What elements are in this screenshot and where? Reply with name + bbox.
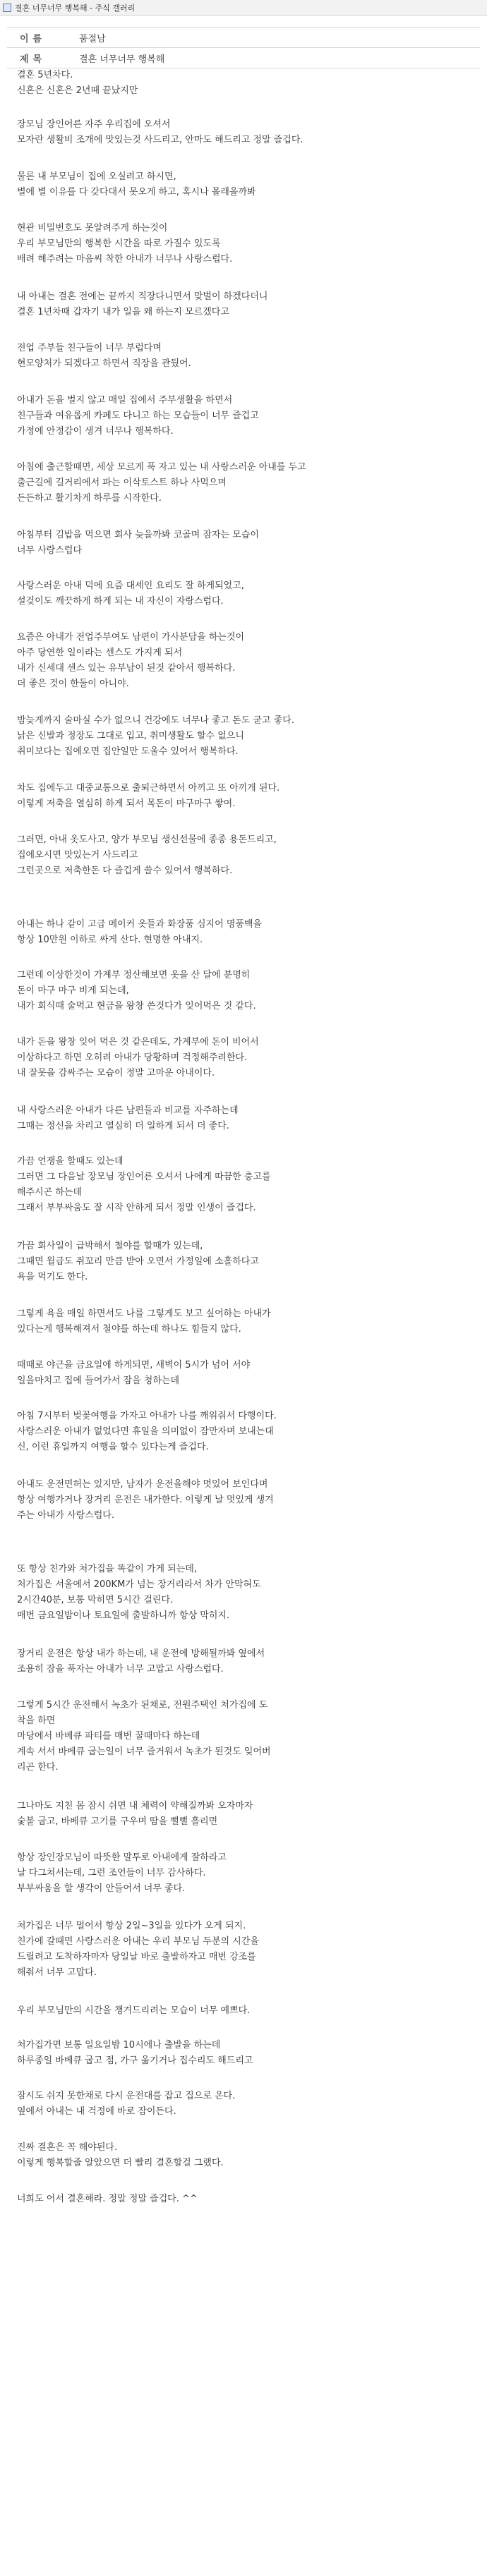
paragraph	[17, 2192, 198, 2207]
paragraph	[17, 1306, 271, 1337]
text-line: 내가 돈을 왕창 잊어 먹은 것 같은데도, 가계부에 돈이 비어서	[17, 1037, 259, 1047]
text-line: 낡은 신발과 정장도 그대로 입고, 취미생활도 할수 없으니	[17, 731, 244, 741]
text-line: 아내는 하나 같이 고급 메이커 옷들과 화장품 심지어 명품백을	[17, 919, 263, 930]
text-line: 매번 금요일밤이나 토요일에 출발하니까 항상 막히지.	[17, 1610, 230, 1621]
text-line: 너무 사랑스럽다	[17, 545, 83, 556]
text-line: 집에오시면 맛있는거 사드리고	[17, 850, 138, 861]
text-line: 아주 당연한 일이라는 센스도 가지게 되서	[17, 648, 183, 658]
text-line: 하루종일 바베큐 굽고 점, 가구 옮기거나 집수리도 해드리고	[17, 2055, 253, 2066]
paragraph	[17, 393, 259, 439]
paragraph	[17, 117, 303, 148]
text-line: 설겆이도 깨끗하게 하게 되는 내 자신이 자랑스럽다.	[17, 596, 224, 607]
text-line: 장거리 운전은 항상 내가 하는데, 내 운전에 방해될까봐 옆에서	[17, 1648, 265, 1659]
text-line: 숯불 굽고, 바베큐 고기를 구우며 땀을 뻘뻘 흘리면	[17, 1816, 218, 1827]
text-line: 욕을 먹기도 한다.	[17, 1272, 88, 1282]
text-line: 가끔 언쟁을 할때도 있는데	[17, 1156, 124, 1167]
text-line: 주는 아내가 사랑스럽다.	[17, 1510, 114, 1521]
paragraph	[17, 2038, 253, 2069]
paragraph	[17, 1409, 277, 1455]
text-line: 리곤 한다.	[17, 1762, 59, 1773]
post-meta-table	[7, 27, 480, 68]
text-line: 조용히 잠을 푹자는 아내가 너무 고맙고 사랑스럽다.	[17, 1664, 224, 1675]
paragraph	[17, 1103, 239, 1134]
text-line: 내 아내는 결혼 전에는 끝까지 직장다니면서 맞벌이 하겠다더니	[17, 291, 268, 302]
text-line: 밤늦게까지 술마실 수가 없으니 건강에도 너무나 좋고 돈도 굳고 좋다.	[17, 715, 294, 726]
paragraph	[17, 1698, 271, 1775]
text-line: 너희도 어서 결혼해라. 정말 정말 즐겁다. ^^	[17, 2194, 198, 2204]
text-line: 그나마도 지친 몸 잠시 쉬면 내 체력이 약해질까봐 오자마자	[17, 1801, 253, 1811]
text-line: 아내도 운전면허는 있지만, 남자가 운전을해야 멋있어 보인다며	[17, 1479, 268, 1490]
text-line: 든든하고 활기차게 하루를 시작한다.	[17, 493, 162, 504]
text-line: 가정에 안정감이 생겨 너무나 행복하다.	[17, 426, 174, 437]
text-line: 신, 이런 휴일까지 여행을 할수 있다는게 즐겁다.	[17, 1442, 209, 1452]
text-line: 해주시곤 하는데	[17, 1187, 83, 1198]
text-line: 아침부터 김밥을 먹으면 회사 늦을까봐 코골며 잠자는 모습이	[17, 530, 259, 540]
meta-row-name	[7, 28, 480, 48]
text-line: 아침에 출근할때면, 세상 모르게 푹 자고 있는 내 사랑스러운 아내를 두고	[17, 462, 306, 473]
paragraph	[17, 528, 259, 559]
paragraph	[17, 169, 256, 200]
text-line: 항상 장인장모님이 따뜻한 말투로 아내에게 잘하라고	[17, 1852, 227, 1863]
paragraph	[17, 460, 306, 506]
text-line: 모자란 생활비 조개에 맛있는것 사드리고, 안마도 해드리고 정말 즐겁다.	[17, 135, 303, 145]
text-line: 이상하다고 하면 오히려 아내가 당황하며 걱정해주려한다.	[17, 1052, 248, 1063]
text-line: 결혼 1년차때 갑자기 내가 일을 왜 하는지 모르겠다고	[17, 307, 229, 317]
text-line: 처가집은 서울에서 200KM가 넘는 장거리라서 차가 안막혀도	[17, 1579, 261, 1590]
paragraph	[17, 289, 267, 320]
text-line: 현관 비밀번호도 못알려주게 하는것이	[17, 223, 168, 233]
text-line: 가끔 회사일이 급박해서 철야를 할때가 있는데,	[17, 1241, 203, 1251]
text-line: 친가에 갈때면 사랑스러운 아내는 우리 부모님 두분의 시간을	[17, 1936, 259, 1947]
text-line: 부부싸움을 할 생각이 안들어서 너무 좋다.	[17, 1883, 186, 1894]
text-line: 배려 해주려는 마음씨 착한 아내가 너무나 사랑스럽다.	[17, 254, 233, 265]
text-line: 출근길에 길거리에서 파는 이삭토스트 하나 사먹으며	[17, 478, 227, 488]
text-line: 내 잘못을 감싸주는 모습이 정말 고마운 아내이다.	[17, 1068, 215, 1079]
text-line: 일을마치고 집에 들어가서 잠을 청하는데	[17, 1375, 180, 1386]
text-line: 우리 부모님만의 시간을 챙겨드리려는 모습이 너무 예쁘다.	[17, 2005, 251, 2016]
text-line: 진짜 결혼은 꼭 해야된다.	[17, 2142, 118, 2153]
paragraph	[17, 1799, 253, 1830]
paragraph	[17, 832, 277, 879]
meta-row-subject	[7, 48, 480, 68]
text-line: 이렇게 저축을 열심히 하게 되서 목돈이 마구마구 쌓여.	[17, 798, 236, 809]
paragraph	[17, 2089, 235, 2120]
text-line: 마당에서 바베큐 파티를 매번 꿀때마다 하는데	[17, 1731, 200, 1742]
text-line: 항상 여행가거나 장거리 운전은 내가한다. 이렇게 날 멋있게 생겨	[17, 1495, 274, 1505]
text-line: 있다는게 행복해져서 철야를 하는데 하나도 힘들지 않다.	[17, 1324, 241, 1335]
text-line: 그래서 부부싸움도 잘 시작 안하게 되서 정말 인생이 즐겁다.	[17, 1203, 256, 1213]
text-line: 아내가 돈을 벌지 않고 매일 집에서 주부생활을 하면서	[17, 395, 233, 406]
paragraph	[17, 968, 256, 1014]
text-line: 차도 집에두고 대중교통으로 출퇴근하면서 아끼고 또 아끼게 된다.	[17, 783, 280, 794]
text-line: 해줘서 너무 고맙다.	[17, 1967, 97, 1978]
paragraph	[17, 1562, 261, 1624]
text-line: 신혼은 신혼은 2년때 끝났지만	[17, 85, 138, 96]
text-line: 2시간40분, 보통 막히면 5시간 걸린다.	[17, 1595, 174, 1605]
text-line: 옆에서 아내는 내 걱정에 바로 잠이든다.	[17, 2106, 176, 2117]
text-line: 이렇게 행복할줄 알았으면 더 빨리 결혼할걸 그랬다.	[17, 2158, 224, 2168]
text-line: 친구들과 여유롭게 카페도 다니고 하는 모습들이 너무 즐겁고	[17, 411, 259, 421]
text-line: 장모님 장인어른 자주 우리집에 오셔서	[17, 119, 171, 130]
name-label: 이름	[20, 33, 47, 44]
text-line: 취미보다는 집에오면 집안일만 도울수 있어서 행복하다.	[17, 746, 239, 757]
text-line: 그러면 그 다음날 장모님 장인어른 오셔서 나에게 따끔한 충고를	[17, 1172, 271, 1182]
text-line: 착을 하면	[17, 1715, 56, 1726]
paragraph	[17, 1850, 227, 1897]
paragraph	[17, 781, 279, 812]
paragraph	[17, 713, 294, 760]
text-line: 그런곳으로 저축한돈 다 즐겁게 쓸수 있어서 행복하다.	[17, 865, 233, 876]
text-line: 그렇게 욕을 매일 하면서도 나를 그렇게도 보고 싶어하는 아내가	[17, 1308, 271, 1319]
text-line: 때때로 야근을 금요일에 하게되면, 새벽이 5시가 넘어 서야	[17, 1360, 251, 1371]
text-line: 더 좋은 것이 한둘이 아니야.	[17, 679, 129, 689]
paragraph	[17, 630, 244, 692]
text-line: 드릴려고 도착하자마자 당일날 바로 출발하자고 매번 강조를	[17, 1952, 256, 1962]
text-line: 요즘은 아내가 전업주부여도 남편이 가사분담을 하는것이	[17, 632, 245, 643]
paragraph	[17, 2140, 224, 2171]
text-line: 내가 신세대 센스 있는 유부남이 된것 같아서 행복하다.	[17, 663, 236, 674]
paragraph	[17, 1239, 259, 1285]
author-name: 품절남	[79, 33, 106, 44]
paragraph	[17, 341, 191, 372]
paragraph	[17, 1358, 250, 1389]
text-line: 처가집은 너무 멀어서 항상 2일~3일을 있다가 오게 되지.	[17, 1921, 246, 1931]
paragraph	[17, 1646, 265, 1677]
paragraph	[17, 221, 232, 267]
text-line: 전업 주부들 친구들이 너무 부럽다며	[17, 343, 162, 353]
text-line: 돈이 마구 마구 비게 되는데,	[17, 985, 129, 996]
text-line: 날 다그쳐서는데, 그런 조언들이 너무 감사하다.	[17, 1868, 206, 1878]
paragraph	[17, 1035, 259, 1081]
text-line: 계속 서서 바베큐 굽는일이 너무 즐거워서 녹초가 된것도 잊어버	[17, 1746, 271, 1757]
paragraph	[17, 578, 244, 609]
paragraph	[17, 917, 262, 948]
text-line: 현모양처가 되겠다고 하면서 직장을 관뒀어.	[17, 358, 191, 369]
text-line: 그때면 월급도 쥐꼬리 만큼 받아 오면서 가정일에 소홀하다고	[17, 1256, 259, 1267]
text-line: 그런데 이상한것이 가계부 정산해보면 옷을 산 달에 분명히	[17, 970, 251, 980]
text-line: 잠시도 쉬지 못한채로 다시 운전대를 잡고 집으로 온다.	[17, 2091, 236, 2101]
text-line: 내가 회식때 술먹고 현금을 왕창 쓴것다가 잊어먹은 것 같다.	[17, 1001, 256, 1011]
text-line: 물론 내 부모님이 집에 오실려고 하시면,	[17, 171, 176, 182]
text-line: 그렇게 5시간 운전해서 녹초가 된채로, 전원주택인 처가집에 도	[17, 1700, 268, 1711]
text-line: 우리 부모님만의 행복한 시간을 따로 가질수 있도록	[17, 238, 221, 249]
window-title: 결혼 너무너무 행복해 - 주식 갤러리	[15, 3, 136, 13]
page-icon	[3, 4, 11, 12]
text-line: 그러면, 아내 옷도사고, 양가 부모님 생신선물에 종종 용돈드리고,	[17, 834, 277, 845]
text-line: 아침 7시부터 벚꽃여행을 가자고 아내가 나를 깨워줘서 다행이다.	[17, 1411, 277, 1421]
subject-label: 제목	[20, 54, 47, 65]
text-line: 항상 10만원 이하로 싸게 산다. 현명한 아내지.	[17, 935, 203, 945]
text-line: 사랑스러운 아내가 없었다면 휴일을 의미없이 잠만자며 보내는대	[17, 1426, 274, 1437]
post-subject: 결혼 너무너무 행복해	[79, 54, 165, 65]
paragraph	[17, 2003, 250, 2019]
paragraph	[17, 1154, 271, 1216]
text-line: 또 항상 친가와 처가집을 똑같이 가게 되는데,	[17, 1564, 197, 1574]
text-line: 그때는 정신을 차리고 열심히 더 일하게 되서 더 좋다.	[17, 1121, 229, 1131]
window-titlebar	[0, 0, 487, 16]
text-line: 결혼 5년차다.	[17, 70, 73, 80]
paragraph	[17, 1919, 259, 1981]
text-line: 내 사랑스러운 아내가 다른 남편들과 비교를 자주하는데	[17, 1105, 239, 1116]
text-line: 별에 별 이유를 다 갖다대서 못오게 하고, 혹시나 몰래올까봐	[17, 187, 256, 198]
paragraph	[17, 68, 138, 99]
text-line: 사랑스러운 아내 덕에 요즘 대세인 요리도 잘 하게되었고,	[17, 581, 244, 591]
text-line: 처가집가면 보통 일요일밤 10시에나 출발을 하는데	[17, 2040, 221, 2051]
paragraph	[17, 1477, 274, 1524]
